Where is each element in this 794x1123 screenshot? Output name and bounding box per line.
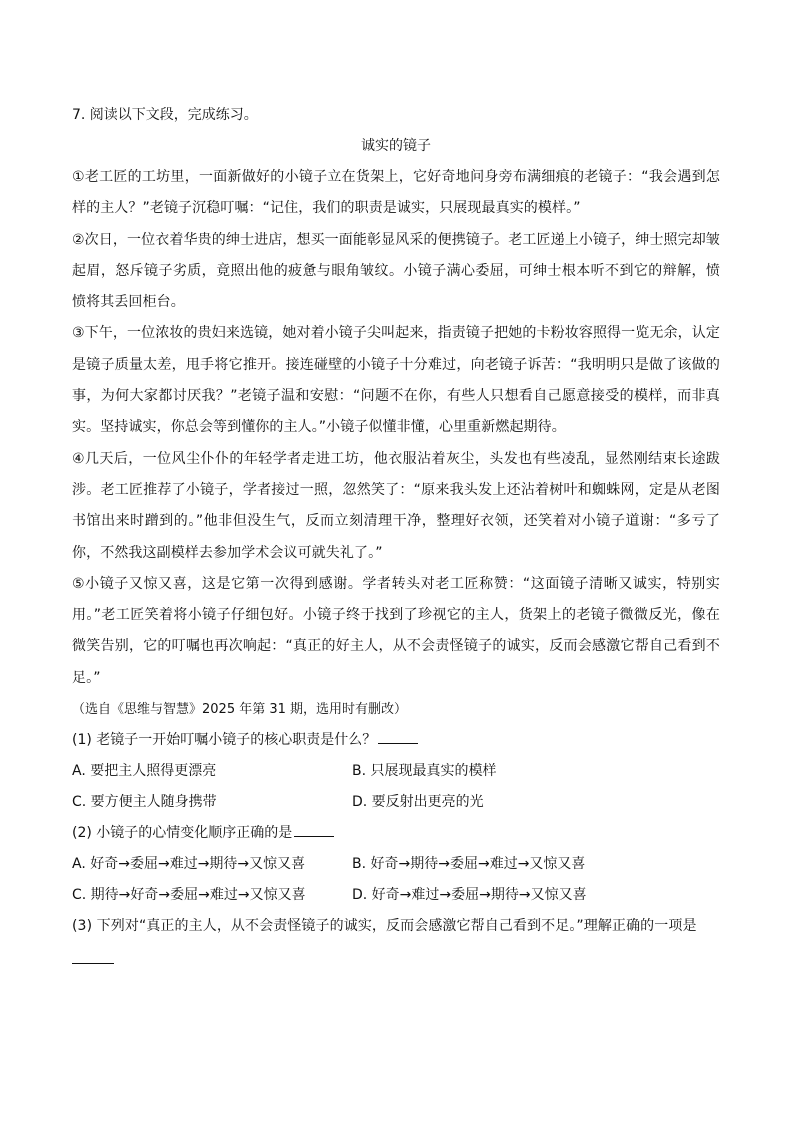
option-2c[interactable]: C. 期待→好奇→委屈→难过→又惊又喜 [72, 887, 306, 904]
passage-paragraph-1: ①老工匠的工坊里，一面新做好的小镜子立在货架上，它好奇地问身旁布满细痕的老镜子：“我会遇到怎样的主人？”老镜子沉稳叮嘱：“记住，我们的职责是诚实，只展现最真实的模样。” [72, 169, 720, 217]
sub-question-2-options-row-1 [72, 849, 720, 880]
passage-source: （选自《思维与智慧》2025 年第 31 期，选用时有删改） [72, 702, 408, 718]
option-2d[interactable]: D. 好奇→难过→委屈→期待→又惊又喜 [352, 887, 587, 904]
sub-question-1 [72, 725, 720, 756]
sub-question-2 [72, 818, 720, 849]
sub-question-1-options-row-2 [72, 787, 720, 818]
option-1b[interactable]: B. 只展现最真实的模样 [352, 763, 497, 780]
option-2b[interactable]: B. 好奇→期待→委屈→难过→又惊又喜 [352, 856, 586, 873]
sub-question-1-options-row-1 [72, 756, 720, 787]
sub-question-2-prompt: (2) 小镜子的心情变化顺序正确的是 [72, 825, 293, 842]
exam-page [72, 100, 720, 964]
sub-question-3-prompt: (3) 下列对“真正的主人，从不会责怪镜子的诚实，反而会感激它帮自己看到不足。”理解正确的一项是 [72, 918, 697, 935]
answer-blank-1[interactable] [378, 729, 418, 744]
passage-paragraph-5: ⑤小镜子又惊又喜，这是它第一次得到感谢。学者转头对老工匠称赞：“这面镜子清晰又诚实，特别实用。”老工匠笑着将小镜子仔细包好。小镜子终于找到了珍视它的主人，货架上的老镜子微微反光，像在微笑告别，它的叮嘱也再次响起：“真正的好主人，从不会责怪镜子的诚实，反而会感激它帮自己看到不足。” [72, 575, 720, 686]
passage-paragraph-2: ②次日，一位衣着华贵的绅士进店，想买一面能彰显风采的便携镜子。老工匠递上小镜子，绅士照完却皱起眉，怒斥镜子劣质，竟照出他的疲惫与眼角皱纹。小镜子满心委屈，可绅士根本听不到它的辩解，愤愤将其丢回柜台。 [72, 231, 720, 311]
answer-blank-3[interactable] [72, 942, 114, 964]
option-1c[interactable]: C. 要方便主人随身携带 [72, 794, 217, 811]
passage-paragraph-3: ③下午，一位浓妆的贵妇来选镜，她对着小镜子尖叫起来，指责镜子把她的卡粉妆容照得一览无余，认定是镜子质量太差，甩手将它推开。接连碰壁的小镜子十分难过，向老镜子诉苦：“我明明只是做了该做的事，为何大家都讨厌我？”老镜子温和安慰：“问题不在你，有些人只想看自己愿意接受的模样，而非真实。坚持诚实，你总会等到懂你的主人。”小镜子似懂非懂，心里重新燃起期待。 [72, 325, 720, 436]
option-1d[interactable]: D. 要反射出更亮的光 [352, 794, 484, 811]
question-stem: 7. 阅读以下文段，完成练习。 [72, 107, 258, 123]
passage-title: 诚实的镜子 [361, 138, 431, 154]
sub-question-2-options-row-2 [72, 880, 720, 911]
sub-question-1-prompt: (1) 老镜子一开始叮嘱小镜子的核心职责是什么？ [72, 732, 377, 749]
option-2a[interactable]: A. 好奇→委屈→难过→期待→又惊又喜 [72, 856, 306, 873]
option-1a[interactable]: A. 要把主人照得更漂亮 [72, 763, 217, 780]
answer-blank-2[interactable] [294, 822, 334, 837]
passage-paragraph-4: ④几天后，一位风尘仆仆的年轻学者走进工坊，他衣服沾着灰尘，头发也有些凌乱，显然刚结束长途跋涉。老工匠推荐了小镜子，学者接过一照，忽然笑了：“原来我头发上还沾着树叶和蜘蛛网，定是从老图书馆出来时蹭到的。”他非但没生气，反而立刻清理干净，整理好衣领，还笑着对小镜子道谢：“多亏了你，不然我这副模样去参加学术会议可就失礼了。” [72, 450, 720, 561]
